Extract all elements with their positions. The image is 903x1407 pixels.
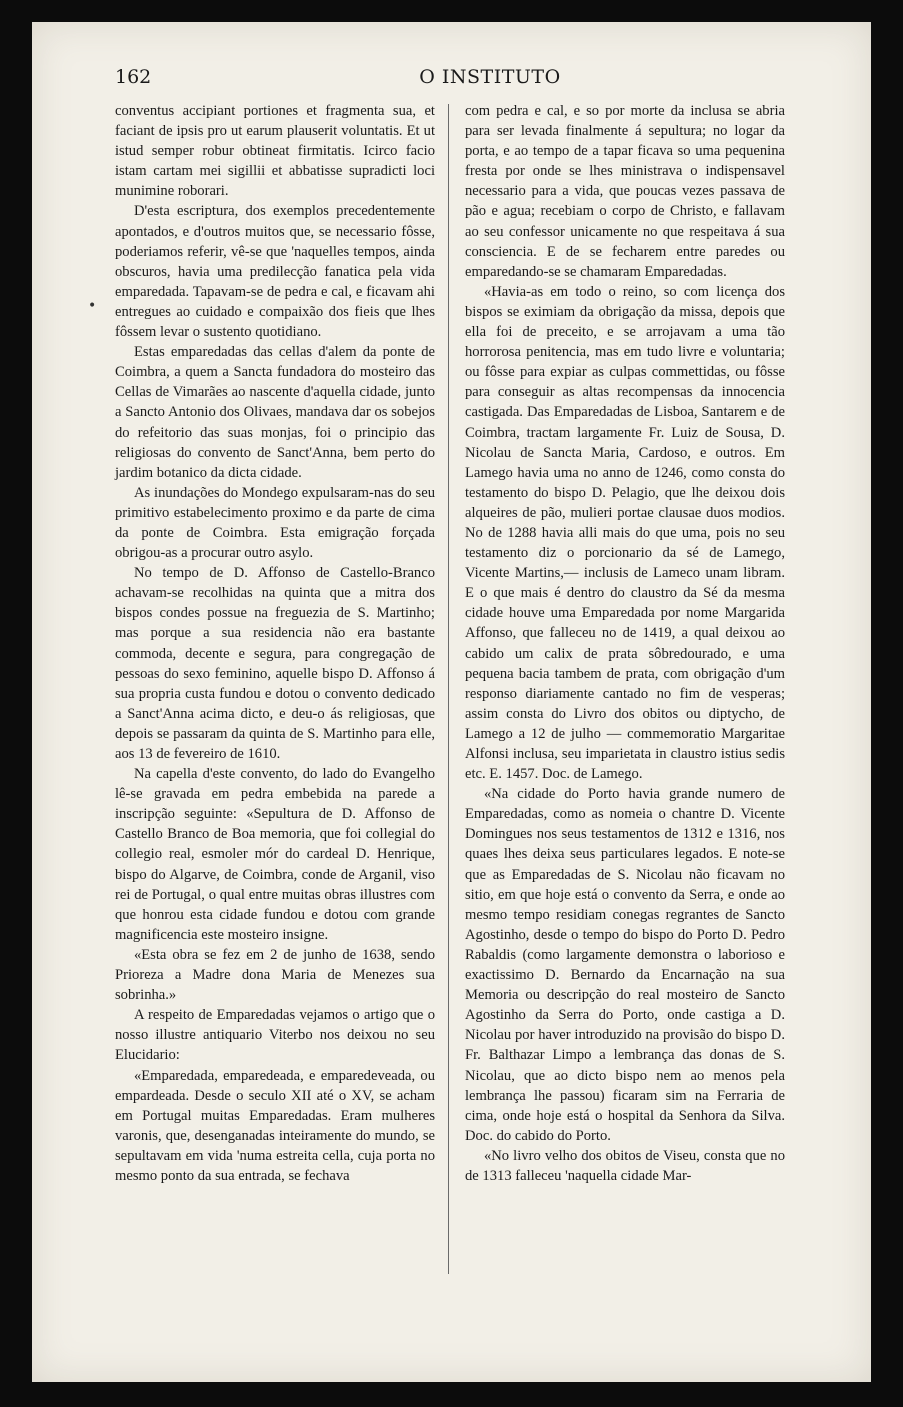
paragraph: Na capella d'este convento, do lado do Evangelho lê-se gravada em pedra embebida na parede a inscripção seguinte: «Sepultura de D. Affonso de Castello Branco de Boa memoria, que foi collegial do collegio real, esmoler mór do cardeal D. Henrique, bispo do Algarve, de Coimbra, conde de Arganil, viso rei de Portugal, o qual entre muitas obras illustres com que honrou esta cidade fundou e dotou com grande magnificencia este mosteiro insigne. bbox=[115, 766, 435, 943]
paragraph: As inundações do Mondego expulsaram-nas do seu primitivo estabelecimento proximo e da parte de cima da ponte de Coimbra. Esta emigração forçada obrigou-as a procurar outro asylo. bbox=[115, 484, 435, 562]
paragraph: «Emparedada, emparedeada, e emparedeveada, ou empardeada. Desde o seculo XII até o XV, se acham em Portugal muitas Emparedadas. Eram mulheres varonis, que, desenganadas inteiramente do mundo, se sepultavam em vida 'numa estreita cella, cuja porta no mesmo ponto da sua entrada, se fechava bbox=[115, 1067, 435, 1184]
paragraph: «Havia-as em todo o reino, so com licença dos bispos se eximiam da obrigação da missa, depois que ella foi de preceito, e se arrojavam a uma tão horrorosa penitencia, mas em tudo livre e voluntaria; ou fôsse para expiar as culpas commettidas, ou fôsse para conseguir as altas recompensas da innocencia castigada. Das Emparedadas de Lisboa, Santarem e de Coimbra, tractam largamente Fr. Luiz de Sousa, D. Nicolau de Sancta Maria, Cardoso, e outros. Em Lamego havia uma no anno de 1246, como consta do testamento do bispo D. Pelagio, que lhe deixou dois alqueires de pão, mulieri portae clausae duos modios. No de 1288 havia alli mais do que uma, pois no seu testamento diz o porcionario da sé de Lamego, Vicente Martins,— inclusis de Lameco unam libram. E o que mais é dentro do claustro da Sé da mesma cidade houve uma Emparedada por nome Margarida Affonso, que falleceu no de 1419, a qual deixou ao cabido um calix de prata sôbredourado, e uma pequena bacia tambem de prata, com obrigação d'um responso diariamente cantado no fim de vesperas; assim consta do Livro dos obitos ou diptycho, de Lamego a 12 de julho — commemoratio Margaritae Alfonsi inclusa, seu imparietata in claustro istius sedis etc. E. 1457. Doc. de Lamego. bbox=[465, 283, 785, 783]
page-number: 162 bbox=[115, 66, 152, 88]
paragraph: No tempo de D. Affonso de Castello-Branco achavam-se recolhidas na quinta que a mitra dos bispos condes possue na freguezia de S. Martinho; mas porque a sua residencia não era bastante commoda, decente e segura, para congregação de pessoas do sexo feminino, aquelle bispo D. Affonso á sua propria custa fundou e dotou o convento dedicado a Sanct'Anna acima dicto, e deu-o ás religiosas, que depois se passaram da quinta de S. Martinho para elle, aos 13 de fevereiro de 1610. bbox=[115, 565, 435, 762]
paragraph: A respeito de Emparedadas vejamos o artigo que o nosso illustre antiquario Viterbo nos deixou no seu Elucidario: bbox=[115, 1007, 435, 1064]
paragraph: com pedra e cal, e so por morte da inclusa se abria para ser levada finalmente á sepultura; no logar da porta, e ao tempo de a tapar ficava so uma pequenina fresta por onde se lhes ministrava o indispensavel necessario para a vida, que poucas vezes passava de pão e agua; recebiam o corpo de Christo, e fallavam ao seu confessor unicamente no que respeitava á sua consciencia. E de se fecharem entre paredes ou emparedando-se se chamaram Emparedadas. bbox=[465, 103, 785, 280]
left-column bbox=[115, 101, 435, 1186]
paragraph: «No livro velho dos obitos de Viseu, consta que no de 1313 falleceu 'naquella cidade Mar- bbox=[465, 1147, 785, 1184]
margin-mark: • bbox=[88, 298, 97, 314]
paragraph: Estas emparedadas das cellas d'alem da ponte de Coimbra, a quem a Sancta fundadora do mosteiro das Cellas de Vimarães ao nascente d'aquella cidade, junto a Sancto Antonio dos Olivaes, mandava dar os sobejos do refeitorio das suas monjas, foi o principio das religiosas do convento de Sanct'Anna, bem perto do jardim botanico da dicta cidade. bbox=[115, 344, 435, 481]
paragraph: conventus accipiant portiones et fragmenta sua, et faciant de ipsis pro ut earum plauserit voluntatis. Et ut istud semper robur obtineat firmitatis. Icirco facio istam cartam mei sigillii et abbatisse supradicti loci munimine roborari. bbox=[115, 103, 435, 200]
paragraph: «Na cidade do Porto havia grande numero de Emparedadas, como as nomeia o chantre D. Vicente Domingues nos seus testamentos de 1312 e 1316, nos quaes lhes deixa seus particulares legados. E note-se que as Emparedadas de S. Nicolau não ficavam no sitio, em que hoje está o convento da Serra, e onde ao mesmo tempo residiam conegas regrantes de Sancto Agostinho, desde o tempo do bispo do Porto D. Pedro Rabaldis (como largamente demonstra o laborioso e exactissimo D. Bernardo da Encarnação na sua Memoria ou descripção do real mosteiro de Sancto Agostinho da Serra do Porto, onde castiga a D. Nicolau por haver introduzido na provisão do bispo D. Fr. Balthazar Limpo a lembrança das donas de S. Nicolau, que ao dicto bispo nem ao menos pela lembrança lhe passou) ficaram sim na Ferraria de cima, onde hoje está o hospital da Senhora da Silva. Doc. do cabido do Porto. bbox=[465, 786, 785, 1144]
column-divider bbox=[448, 104, 449, 1274]
paragraph: «Esta obra se fez em 2 de junho de 1638, sendo Prioreza a Madre dona Maria de Menezes sua sobrinha.» bbox=[115, 946, 435, 1004]
running-title: O INSTITUTO bbox=[419, 66, 561, 88]
right-column bbox=[465, 101, 785, 1186]
paragraph: D'esta escriptura, dos exemplos precedentemente apontados, e d'outros muitos que, se necessario fôsse, poderiamos referir, vê-se que 'naquelles tempos, ainda obscuros, havia uma predilecção fanatica pela vida emparedada. Tapavam-se de pedra e cal, e ficavam ahi entregues ao cuidado e compaixão dos fieis que lhes fôssem levar o sustento quotidiano. bbox=[115, 203, 435, 341]
